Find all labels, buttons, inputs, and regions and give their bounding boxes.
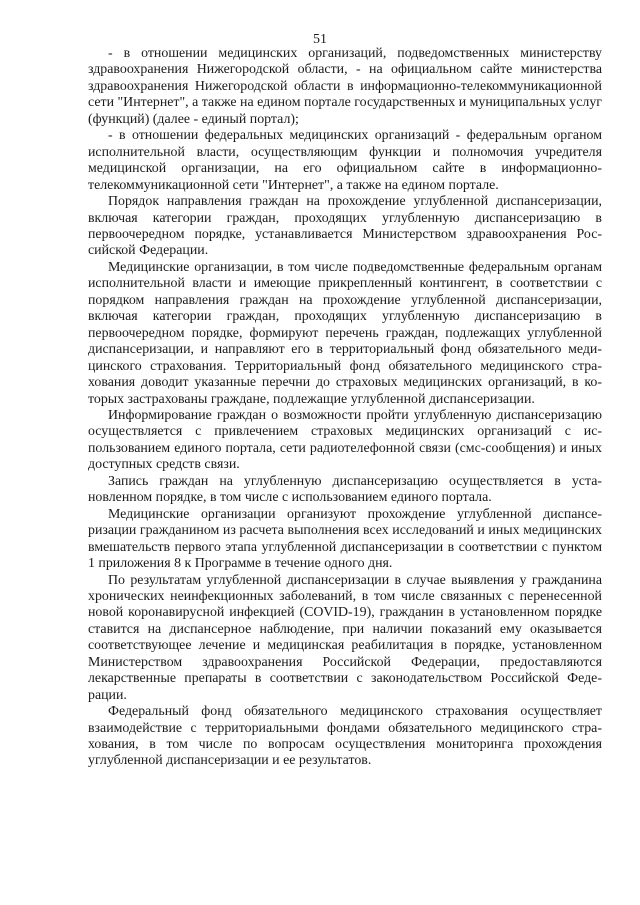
paragraph-informing-citizens: Информирование граждан о возможности пройти углубленную диспансеризацию осуществляется с привлечением страховых медицинских организаций с использованием единого портала, сети радиотелефонной связи (смс-сообщения) и иных доступных средств связи. <box>88 407 602 473</box>
paragraph-appointment-booking: Запись граждан на углубленную диспансеризацию осуществляется в установленном порядке, в том числе с использованием единого портала. <box>88 473 602 506</box>
paragraph-federal-fund-interaction: Федеральный фонд обязательного медицинского страхования осуществляет взаимодействие с территориальными фондами обязательного медицинского страхования, в том числе по вопросам осуществления мониторинга прохождения углубленной диспансеризации и ее результатов. <box>88 704 602 769</box>
page-number: 51 <box>313 32 327 47</box>
paragraph-results-followup: По результатам углубленной диспансеризации в случае выявления у гражданина хронических неинфекционных заболеваний, в том числе связанных с перенесенной новой коронавирусной инфекцией (COVID-19), гражданин в установленном порядке ставится на диспансерное наблюдение, при наличии показаний ему оказывается соответствующее лечение и медицинская реабилитация в порядке, установленном Министерством здравоохранения Российской Федерации, предоставляются лекарственные препараты в соответствии с законодательством Российской Федерации. <box>88 572 602 703</box>
document-body <box>88 46 602 770</box>
paragraph-federal-organizations: - в отношении федеральных медицинских организаций - федеральным органом исполнительной власти, осуществляющим функции и полномочия учредителя медицинской организации, на его официальном сайте в информационно-телекоммуникационной сети "Интернет", а также на едином портале. <box>88 128 602 193</box>
paragraph-regional-organizations: - в отношении медицинских организаций, подведомственных министерству здравоохранения Нижегородской области, - на официальном сайте министерства здравоохранения Нижегородской области в информационно-телекоммуникационной сети "Интернет", а также на едином портале государственных и муниципальных услуг (функций) (далее - единый портал); <box>88 46 602 127</box>
paragraph-examination-scheduling: Медицинские организации организуют прохождение углубленной диспансеризации гражданином из расчета выполнения всех исследований и иных медицинских вмешательств первого этапа углубленной диспансеризации в соответствии с пунктом 1 приложения 8 к Программе в течение одного дня. <box>88 506 602 572</box>
paragraph-patient-lists: Медицинские организации, в том числе подведомственные федеральным органам исполнительной власти и имеющие прикрепленный контингент, в соответствии с порядком направления граждан на прохождение углубленной диспансеризации, включая категории граждан, проходящих углубленную диспансеризацию в первоочередном порядке, формируют перечень граждан, подлежащих углубленной диспансеризации, и направляют его в территориальный фонд обязательного медицинского страхования. Территориальный фонд обязательного медицинского страхования доводит указанные перечни до страховых медицинских организаций, в которых застрахованы граждане, подлежащие углубленной диспансеризации. <box>88 259 602 407</box>
paragraph-referral-procedure: Порядок направления граждан на прохождение углубленной диспансеризации, включая категории граждан, проходящих углубленную диспансеризацию в первоочередном порядке, устанавливается Министерством здравоохранения Российской Федерации. <box>88 194 602 259</box>
